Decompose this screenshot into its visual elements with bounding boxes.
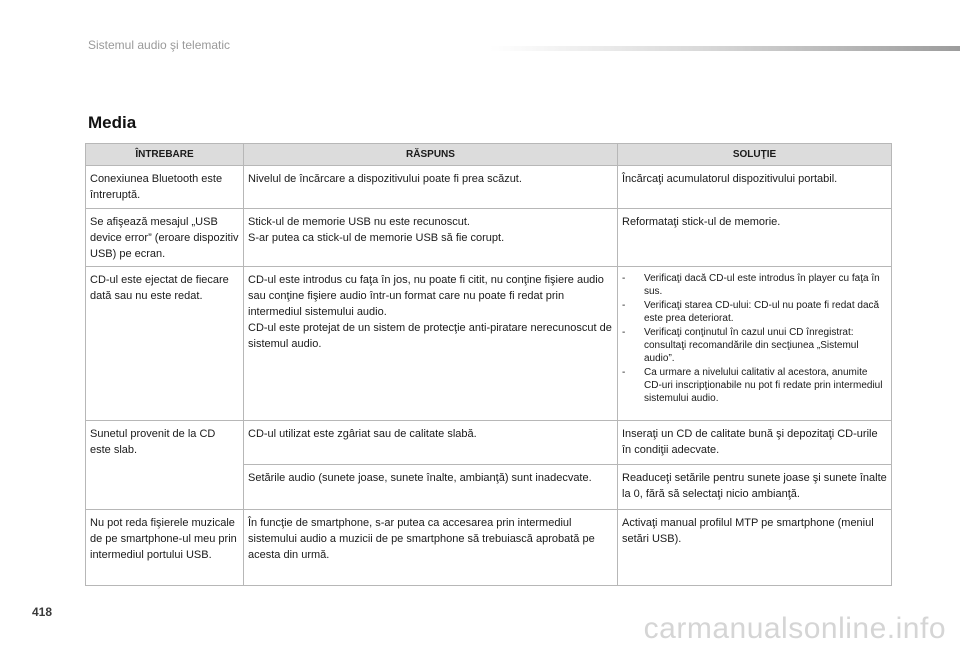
answer-cell: Setările audio (sunete joase, sunete înalte, ambianţă) sunt inadecvate. <box>244 465 618 510</box>
table-row <box>86 267 892 421</box>
question-cell: Nu pot reda fişierele muzicale de pe smartphone-ul meu prin intermediul portului USB. <box>86 510 244 586</box>
watermark: carmanualsonline.info <box>643 612 946 645</box>
table-row <box>86 510 892 586</box>
solution-cell: Readuceţi setările pentru sunete joase şi sunete înalte la 0, fără să selectaţi nicio ambianţă. <box>618 465 892 510</box>
column-header-answer: RĂSPUNS <box>244 144 618 166</box>
question-cell: Sunetul provenit de la CD este slab. <box>86 421 244 510</box>
solution-cell: Inseraţi un CD de calitate bună şi depozitaţi CD-urile în condiţii adecvate. <box>618 421 892 465</box>
solution-list <box>622 272 887 405</box>
table-row <box>86 166 892 209</box>
table-row <box>86 421 892 465</box>
solution-list-item: - Verificaţi starea CD-ului: CD-ul nu poate fi redat dacă este prea deteriorat. <box>622 299 887 325</box>
header-divider <box>490 46 960 51</box>
question-cell: Conexiunea Bluetooth este întreruptă. <box>86 166 244 209</box>
solution-list-item: - Verificaţi conţinutul în cazul unui CD înregistrat: consultaţi recomandările din secţiunea „Sistemul audio”. <box>622 326 887 365</box>
solution-list-item: - Verificaţi dacă CD-ul este introdus în player cu faţa în sus. <box>622 272 887 298</box>
solution-cell <box>618 267 892 421</box>
column-header-question: ÎNTREBARE <box>86 144 244 166</box>
question-cell: CD-ul este ejectat de fiecare dată sau nu este redat. <box>86 267 244 421</box>
faq-table <box>85 143 892 586</box>
answer-cell: CD-ul utilizat este zgâriat sau de calitate slabă. <box>244 421 618 465</box>
solution-cell: Încărcaţi acumulatorul dispozitivului portabil. <box>618 166 892 209</box>
column-header-solution: SOLUŢIE <box>618 144 892 166</box>
solution-cell: Reformataţi stick-ul de memorie. <box>618 209 892 267</box>
answer-cell: Stick-ul de memorie USB nu este recunoscut. S-ar putea ca stick-ul de memorie USB să fie corupt. <box>244 209 618 267</box>
table-row <box>86 209 892 267</box>
solution-cell: Activaţi manual profilul MTP pe smartphone (meniul setări USB). <box>618 510 892 586</box>
section-title: Media <box>88 113 137 132</box>
table-header-row <box>86 144 892 166</box>
answer-cell: În funcţie de smartphone, s-ar putea ca accesarea prin intermediul sistemului audio a muzicii de pe smartphone să trebuiască aprobată pe acesta din urmă. <box>244 510 618 586</box>
page-number: 418 <box>32 605 53 619</box>
running-header: Sistemul audio şi telematic <box>88 38 231 52</box>
solution-list-item: - Ca urmare a nivelului calitativ al acestora, anumite CD-uri inscripţionabile nu pot fi redate prin intermediul sistemului audio. <box>622 366 887 405</box>
answer-cell: Nivelul de încărcare a dispozitivului poate fi prea scăzut. <box>244 166 618 209</box>
question-cell: Se afişează mesajul „USB device error” (eroare dispozitiv USB) pe ecran. <box>86 209 244 267</box>
answer-cell: CD-ul este introdus cu faţa în jos, nu poate fi citit, nu conţine fişiere audio sau conţine fişiere audio într-un format care nu poate fi redat prin intermediul sistemului audio. CD-ul este protejat de un sistem de protecţie anti-piratare nerecunoscut de sistemul audio. <box>244 267 618 421</box>
